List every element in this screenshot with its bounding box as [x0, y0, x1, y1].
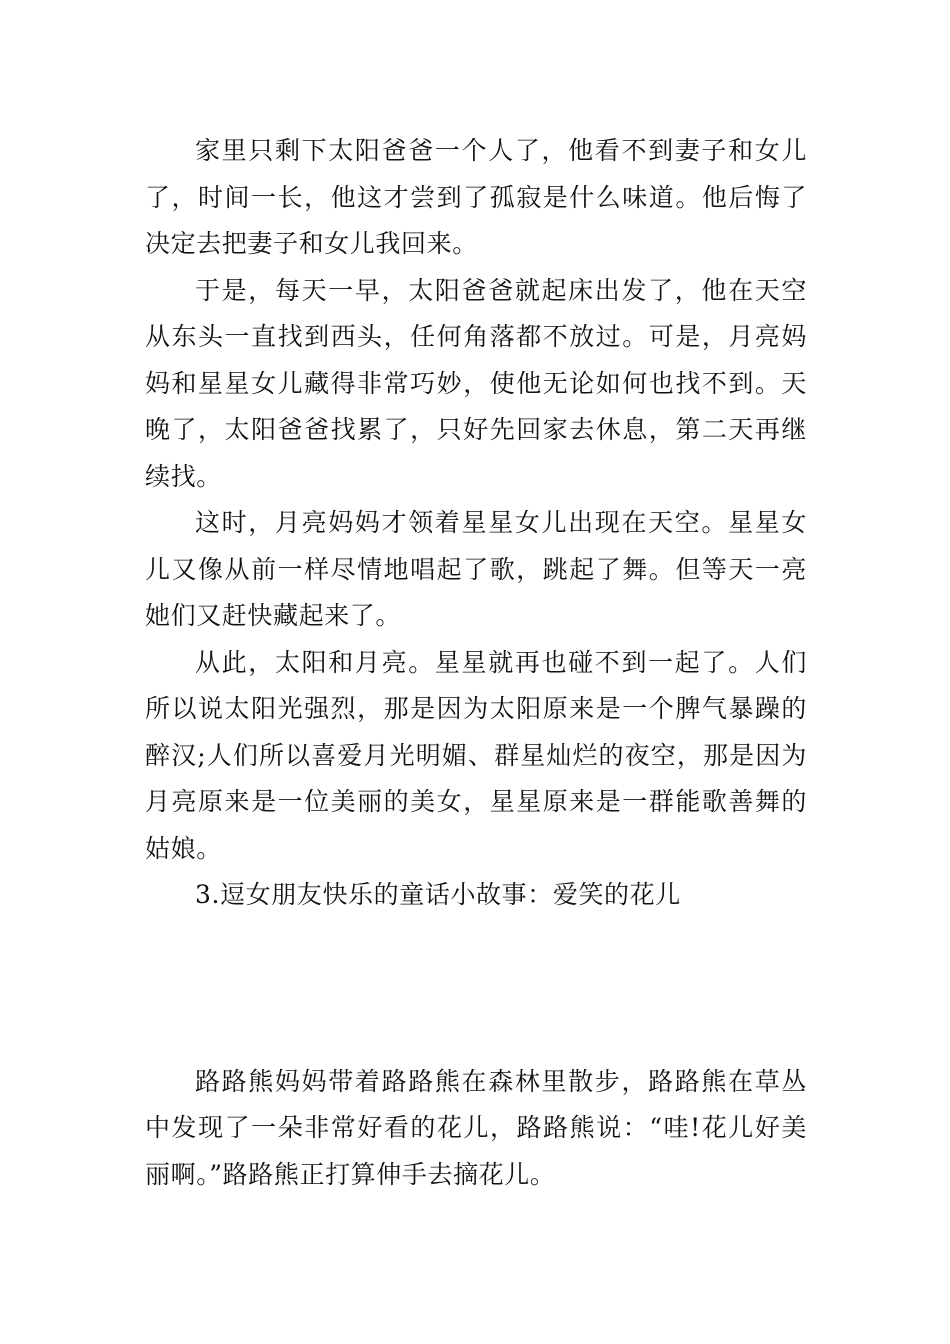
section-spacer: [145, 919, 807, 1059]
section-heading: 3.逗女朋友快乐的童话小故事：爱笑的花儿: [195, 880, 681, 909]
paragraph-conclusion: 从此，太阳和月亮。星星就再也碰不到一起了。人们所以说太阳光强烈，那是因为太阳原来是一个脾气暴躁的醉汉;人们所以喜爱月光明媚、群星灿烂的夜空，那是因为月亮原来是一位美丽的美女，星星原来是一群能歌善舞的姑娘。: [145, 647, 807, 863]
paragraph-bear-walk: 路路熊妈妈带着路路熊在森林里散步，路路熊在草丛中发现了一朵非常好看的花儿，路路熊说：“哇!花儿好美丽啊。”路路熊正打算伸手去摘花儿。: [145, 1066, 807, 1189]
document-body: [145, 128, 807, 1198]
paragraph-sun-alone: 家里只剩下太阳爸爸一个人了，他看不到妻子和女儿了，时间一长，他这才尝到了孤寂是什么味道。他后悔了决定去把妻子和女儿我回来。: [145, 136, 807, 258]
paragraph-moon-appears: 这时，月亮妈妈才领着星星女儿出现在天空。星星女儿又像从前一样尽情地唱起了歌，跳起了舞。但等天一亮她们又赶快藏起来了。: [145, 508, 807, 630]
paragraph-sun-searching: 于是，每天一早，太阳爸爸就起床出发了，他在天空从东头一直找到西头，任何角落都不放过。可是，月亮妈妈和星星女儿藏得非常巧妙，使他无论如何也找不到。天晚了，太阳爸爸找累了，只好先回家去休息，第二天再继续找。: [145, 275, 807, 491]
